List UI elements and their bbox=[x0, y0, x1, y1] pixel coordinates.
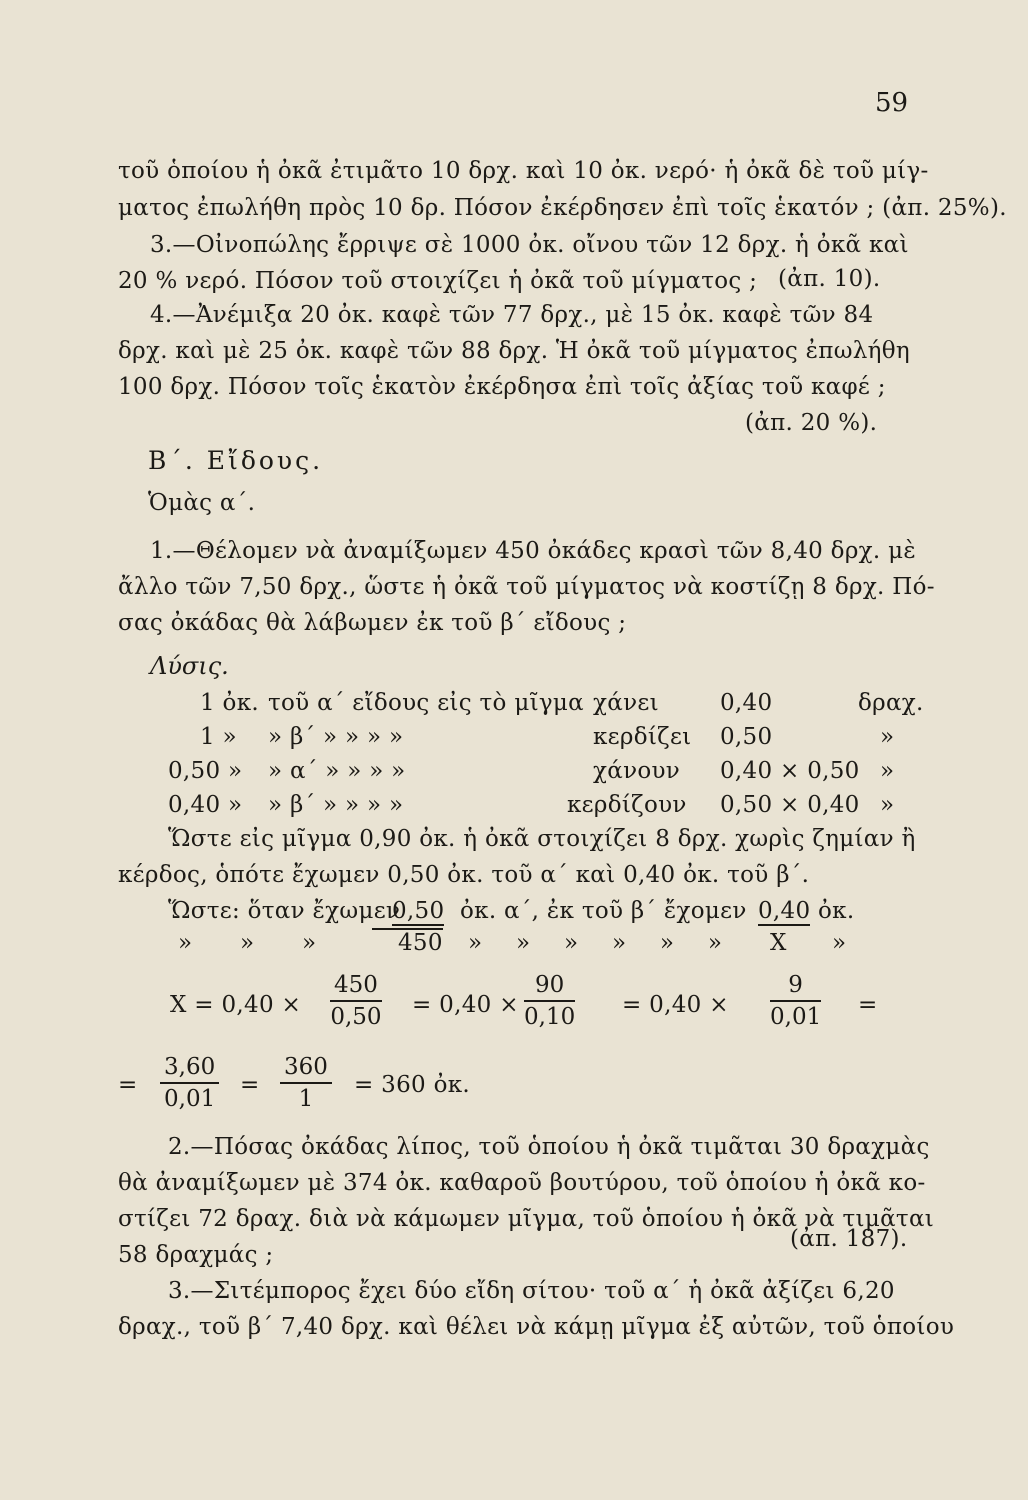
text-line: 58 δραχμάς ; bbox=[118, 1242, 274, 1268]
text-line: σας ὀκάδας θὰ λάβωμεν ἐκ τοῦ β΄ εἴδους ; bbox=[118, 610, 627, 636]
table-cell: » α΄ » » » » bbox=[268, 758, 406, 784]
fraction: $\frac{9}{0,01}$ bbox=[770, 972, 822, 1030]
proportion-value: 0,40 bbox=[758, 898, 811, 924]
table-cell: τοῦ α΄ εἴδους εἰς τὸ μῖγμα bbox=[268, 690, 585, 716]
table-cell: 1 » bbox=[200, 724, 237, 750]
table-cell: 0,50 × 0,40 bbox=[720, 792, 860, 818]
text-line: δραχ., τοῦ β΄ 7,40 δρχ. καὶ θέλει νὰ κάμῃ μῖγμα ἐξ αὐτῶν, τοῦ ὁποίου bbox=[118, 1314, 955, 1340]
table-cell: χάνουν bbox=[593, 758, 681, 784]
answer-text: (ἀπ. 10). bbox=[778, 266, 881, 292]
table-cell: κερδίζει bbox=[593, 724, 692, 750]
fraction: $\frac{3,60}{0,01}$ bbox=[160, 1054, 219, 1112]
equation-text: = bbox=[858, 992, 878, 1018]
proportion-intro: Ὥστε: ὅταν ἔχωμεν bbox=[168, 898, 401, 924]
table-cell: δραχ. bbox=[858, 690, 924, 716]
text-line: κέρδος, ὁπότε ἔχωμεν 0,50 ὀκ. τοῦ α΄ καὶ 0,40 ὀκ. τοῦ β΄. bbox=[118, 862, 810, 888]
group-heading: Ὁμὰς α΄. bbox=[148, 490, 256, 516]
table-cell: 0,40 bbox=[720, 690, 773, 716]
text-line: 4.—Ἀνέμιξα 20 ὀκ. καφὲ τῶν 77 δρχ., μὲ 15 ὀκ. καφὲ τῶν 84 bbox=[150, 302, 874, 328]
text-line: 1.—Θέλομεν νὰ ἀναμίξωμεν 450 ὀκάδες κρασὶ τῶν 8,40 δρχ. μὲ bbox=[150, 538, 916, 564]
solution-label: Λύσις. bbox=[150, 652, 229, 680]
fraction: $\frac{360}{1}$ bbox=[280, 1054, 332, 1112]
text-line: 100 δρχ. Πόσον τοῖς ἑκατὸν ἐκέρδησα ἐπὶ τοῖς ἀξίας τοῦ καφέ ; bbox=[118, 374, 886, 400]
proportion-value: 450 bbox=[372, 928, 443, 956]
text-line: 3.—Οἰνοπώλης ἔρριψε σὲ 1000 ὀκ. οἴνου τῶν 12 δρχ. ἡ ὀκᾶ καὶ bbox=[150, 232, 909, 258]
table-cell: 0,40 × 0,50 bbox=[720, 758, 860, 784]
answer-text: (ἀπ. 20 %). bbox=[745, 410, 878, 436]
text-line: 2.—Πόσας ὀκάδας λίπος, τοῦ ὁποίου ἡ ὀκᾶ τιμᾶται 30 δραχμὰς bbox=[168, 1134, 930, 1160]
proportion-marks: » » » bbox=[178, 930, 317, 956]
answer-text: (ἀπ. 187). bbox=[790, 1226, 908, 1252]
equation-text: = bbox=[240, 1072, 260, 1098]
text-line: ἄλλο τῶν 7,50 δρχ., ὥστε ἡ ὀκᾶ τοῦ μίγματος νὰ κοστίζῃ 8 δρχ. Πό- bbox=[118, 574, 935, 600]
fraction: $\frac{450}{0,50}$ bbox=[330, 972, 382, 1030]
text-line: 3.—Σιτέμπορος ἔχει δύο εἴδη σίτου· τοῦ α΄ ἡ ὀκᾶ ἀξίζει 6,20 bbox=[168, 1278, 895, 1304]
proportion-marks: » » » » » » bbox=[468, 930, 723, 956]
table-cell: 0,50 » bbox=[168, 758, 243, 784]
equation-text: = 0,40 × bbox=[412, 992, 519, 1018]
equation-result: = 360 ὀκ. bbox=[354, 1072, 471, 1098]
text-line: 20 % νερό. Πόσον τοῦ στοιχίζει ἡ ὀκᾶ τοῦ μίγματος ; bbox=[118, 268, 758, 294]
proportion-value: 0,50 bbox=[392, 898, 445, 924]
proportion-text: ὀκ. α΄, ἐκ τοῦ β΄ ἔχομεν bbox=[460, 898, 747, 924]
fraction: $\frac{90}{0,10}$ bbox=[524, 972, 576, 1030]
section-heading: Β΄. Εἴδους. bbox=[148, 446, 324, 475]
equation-text: = 0,40 × bbox=[622, 992, 729, 1018]
table-cell: 1 ὀκ. bbox=[200, 690, 259, 716]
proportion-marks: » bbox=[832, 930, 847, 956]
text-line: θὰ ἀναμίξωμεν μὲ 374 ὀκ. καθαροῦ βουτύρου, τοῦ ὁποίου ἡ ὀκᾶ κο- bbox=[118, 1170, 926, 1196]
text-line: δρχ. καὶ μὲ 25 ὀκ. καφὲ τῶν 88 δρχ. Ἡ ὀκᾶ τοῦ μίγματος ἐπωλήθη bbox=[118, 338, 910, 364]
table-cell: κερδίζουν bbox=[567, 792, 687, 818]
text-line: στίζει 72 δραχ. διὰ νὰ κάμωμεν μῖγμα, τοῦ ὁποίου ἡ ὀκᾶ νὰ τιμᾶται bbox=[118, 1206, 935, 1232]
equation-text: = bbox=[118, 1072, 138, 1098]
proportion-unknown: X bbox=[770, 930, 787, 956]
table-cell: » bbox=[880, 724, 895, 750]
page-number: 59 bbox=[875, 88, 909, 118]
table-cell: 0,40 » bbox=[168, 792, 243, 818]
proportion-text: ὀκ. bbox=[818, 898, 855, 924]
text-line: ματος ἐπωλήθη πρὸς 10 δρ. Πόσον ἐκέρδησεν ἐπὶ τοῖς ἑκατόν ; (ἀπ. 25%). bbox=[118, 195, 1007, 221]
table-cell: » β΄ » » » » bbox=[268, 792, 404, 818]
text-line: Ὥστε εἰς μῖγμα 0,90 ὀκ. ἡ ὀκᾶ στοιχίζει 8 δρχ. χωρὶς ζημίαν ἢ bbox=[168, 826, 916, 852]
table-cell: » β΄ » » » » bbox=[268, 724, 404, 750]
table-cell: 0,50 bbox=[720, 724, 773, 750]
text-line: τοῦ ὁποίου ἡ ὀκᾶ ἐτιμᾶτο 10 δρχ. καὶ 10 ὀκ. νερό· ἡ ὀκᾶ δὲ τοῦ μίγ- bbox=[118, 158, 929, 184]
equation-text: X = 0,40 × bbox=[170, 992, 302, 1018]
table-cell: » bbox=[880, 758, 895, 784]
table-cell: » bbox=[880, 792, 895, 818]
table-cell: χάνει bbox=[593, 690, 659, 716]
